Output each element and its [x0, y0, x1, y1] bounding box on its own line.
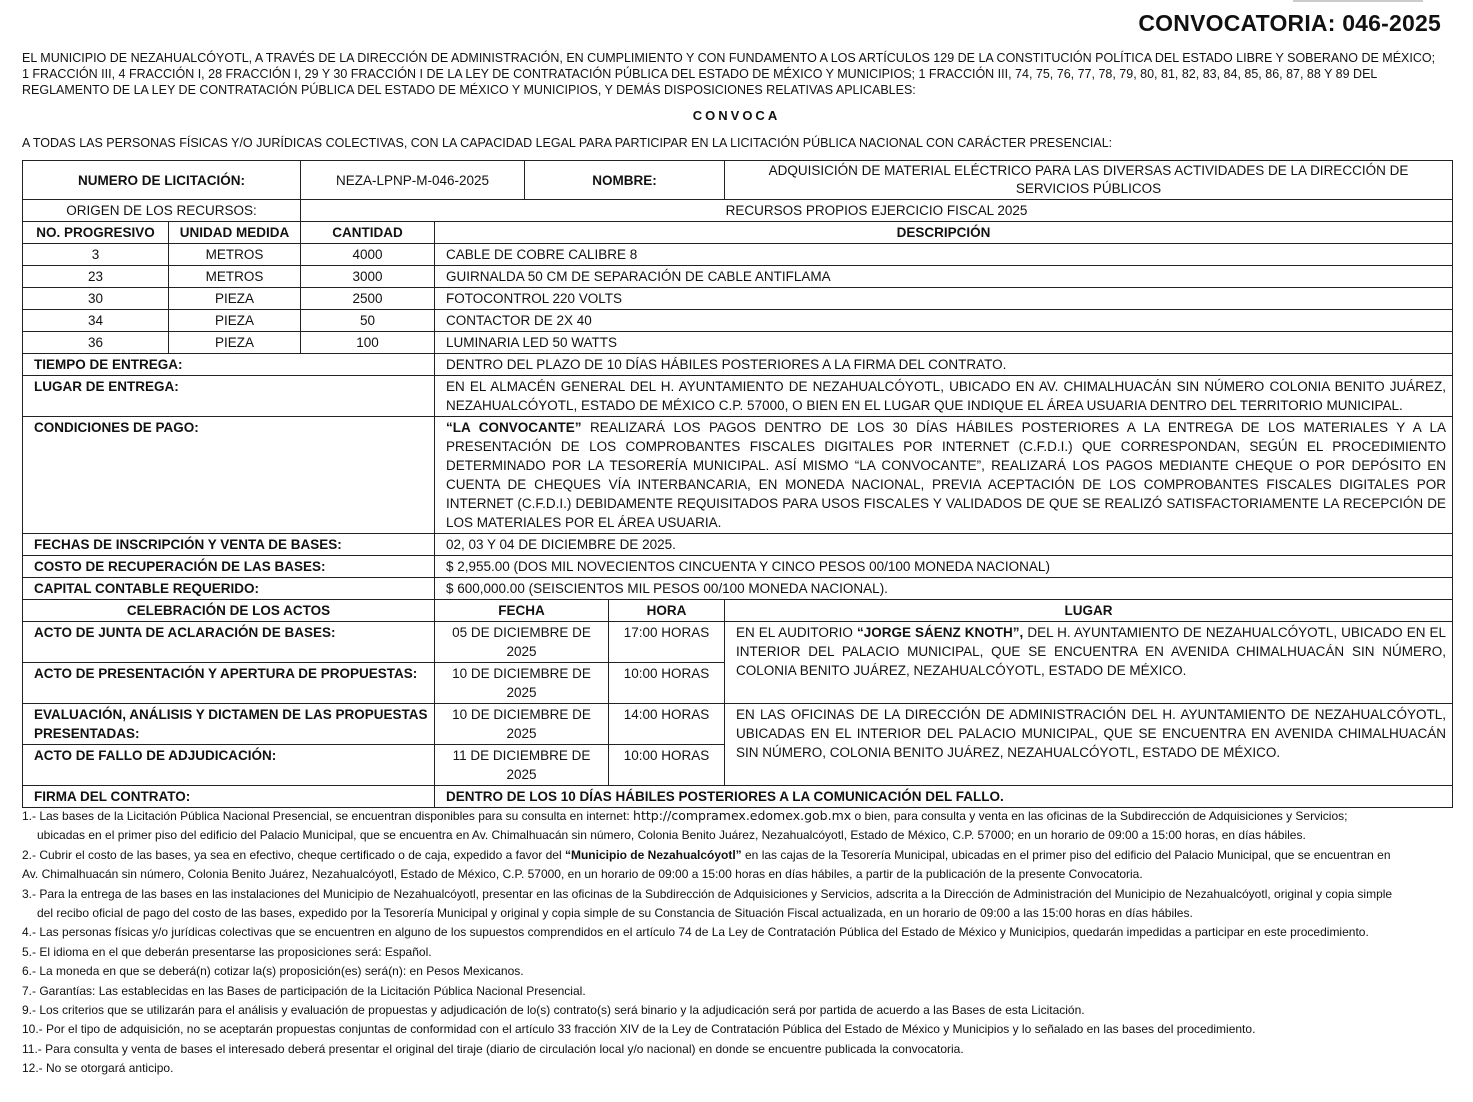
- header-lugar: LUGAR: [725, 600, 1453, 622]
- header-progresivo: NO. PROGRESIVO: [23, 222, 169, 244]
- delivery-place-value: EN EL ALMACÉN GENERAL DEL H. AYUNTAMIENTO DE NEZAHUALCÓYOTL, UBICADO EN AV. CHIMALHUACÁN SIN NÚMERO COLONIA BENITO JUÁREZ, NEZAHUALCÓYOTL, ESTADO DE MÉXICO C.P. 57000, O BIEN EN EL LUGAR QUE INDIQUE EL ÁREA USUARIA DENTRO DEL TERRITORIO MUNICIPAL.: [435, 376, 1453, 417]
- note-3: 3.- Para la entrega de las bases en las instalaciones del Municipio de Nezahualcóyotl, presentar en las oficinas de la Subdirección de Adquisiciones y Servicios, adscrita a la Dirección de Administración del Municipio de Nezahualcóyotl, original y copia simple: [22, 886, 1393, 901]
- capital-label: CAPITAL CONTABLE REQUERIDO:: [23, 578, 435, 600]
- item-descripcion: FOTOCONTROL 220 VOLTS: [435, 288, 1453, 310]
- header-fecha: FECHA: [435, 600, 609, 622]
- contract-signing-row: [23, 786, 1453, 808]
- item-cantidad: 50: [301, 310, 435, 332]
- contract-signing-label: FIRMA DEL CONTRATO:: [23, 786, 435, 808]
- item-cantidad: 4000: [301, 244, 435, 266]
- compramex-link[interactable]: http://compramex.edomex.gob.mx: [633, 808, 852, 823]
- contract-signing-value: DENTRO DE LOS 10 DÍAS HÁBILES POSTERIORES A LA COMUNICACIÓN DEL FALLO.: [435, 786, 1453, 808]
- note-6: 6.- La moneda en que se deberá(n) cotizar la(s) proposición(es) será(n): en Pesos Mexicanos.: [22, 964, 524, 979]
- note-4: 4.- Las personas físicas y/o jurídicas colectivas que se encuentren en alguno de los supuestos comprendidos en el artículo 74 de La Ley de Contratación Pública del Estado de México y Municipios, quedarán impedidas a participar en este procedimiento.: [22, 925, 1369, 940]
- top-edge-line: [1293, 0, 1423, 2]
- item-unidad: PIEZA: [169, 332, 301, 354]
- payment-row: [23, 417, 1453, 534]
- event-time: 17:00 HORAS: [609, 622, 725, 663]
- capital-row: [23, 578, 1453, 600]
- header-celebracion: CELEBRACIÓN DE LOS ACTOS: [23, 600, 435, 622]
- event-time: 10:00 HORAS: [609, 745, 725, 786]
- note-1-cont: ubicadas en el primer piso del edificio del Palacio Municipal, que se encuentra en Av. Chimalhuacán sin número, Colonia Benito Juárez, Nezahualcóyotl, Estado de México, C.P. 57000; en un horario de 09:00 a 15:00 horas, en días hábiles.: [37, 828, 1306, 843]
- event-place-oficinas: EN LAS OFICINAS DE LA DIRECCIÓN DE ADMINISTRACIÓN DEL H. AYUNTAMIENTO DE NEZAHUALCÓYOTL, UBICADAS EN EL INTERIOR DEL PALACIO MUNICIPAL, QUE SE ENCUENTRA EN AVENIDA CHIMALHUACÁN SIN NÚMERO, COLONIA BENITO JUÁREZ, NEZAHUALCÓYOTL, ESTADO DE MÉXICO.: [725, 704, 1453, 786]
- event-date: 10 DE DICIEMBRE DE 2025: [435, 663, 609, 704]
- note-5: 5.- El idioma en el que deberán presentarse las proposiciones será: Español.: [22, 944, 432, 959]
- payment-text: REALIZARÁ LOS PAGOS DENTRO DE LOS 30 DÍAS HÁBILES POSTERIORES A LA ENTREGA DE LOS MATERIALES Y A LA PRESENTACIÓN DE LOS COMPROBANTES FISCALES DIGITALES POR INTERNET (C.F.D.I.) QUE CORRESPONDAN, SEGÚN EL PROCEDIMIENTO DETERMINADO POR LA TESORERÍA MUNICIPAL. ASÍ MISMO “LA CONVOCANTE”, REALIZARÁ LOS PAGOS MEDIANTE CHEQUE O POR DEPÓSITO EN CUENTA DE CHEQUES VÍA INTERBANCARIA, EN MONEDA NACIONAL, PREVIA ACEPTACIÓN DE LOS COMPROBANTES FISCALES DIGITALES POR INTERNET (C.F.D.I.) DEBIDAMENTE REQUISITADOS PARA USOS FISCALES Y VALIDADOS DE QUE SE REALIZÓ SATISFACTORIAMENTE LA RECEPCIÓN DE LOS MATERIALES POR EL ÁREA USUARIA.: [446, 420, 1447, 530]
- event-name: ACTO DE JUNTA DE ACLARACIÓN DE BASES:: [23, 622, 435, 663]
- tender-table: [22, 160, 1453, 808]
- item-descripcion: CONTACTOR DE 2X 40: [435, 310, 1453, 332]
- header-unidad: UNIDAD MEDIDA: [169, 222, 301, 244]
- item-progresivo: 36: [23, 332, 169, 354]
- table-row: [23, 332, 1453, 354]
- item-descripcion: LUMINARIA LED 50 WATTS: [435, 332, 1453, 354]
- intro-paragraph: EL MUNICIPIO DE NEZAHUALCÓYOTL, A TRAVÉS DE LA DIRECCIÓN DE ADMINISTRACIÓN, EN CUMPLIMIENTO Y CON FUNDAMENTO A LOS ARTÍCULOS 129 DE LA CONSTITUCIÓN POLÍTICA DEL ESTADO LIBRE Y SOBERANO DE MÉXICO; 1 FRACCIÓN III, 4 FRACCIÓN I, 28 FRACCIÓN I, 29 Y 30 FRACCIÓN I DE LA LEY DE CONTRATACIÓN PÚBLICA DEL ESTADO DE MÉXICO Y MUNICIPIOS; 1 FRACCIÓN III, 74, 75, 76, 77, 78, 79, 80, 81, 82, 83, 84, 85, 86, 87, 88 Y 89 DEL REGLAMENTO DE LA LEY DE CONTRATACIÓN PÚBLICA DEL ESTADO DE MÉXICO Y MUNICIPIOS, Y DEMÁS DISPOSICIONES RELATIVAS APLICABLES:: [22, 51, 1436, 97]
- resource-origin-value: RECURSOS PROPIOS EJERCICIO FISCAL 2025: [301, 200, 1453, 222]
- payment-label: CONDICIONES DE PAGO:: [23, 417, 435, 534]
- bases-cost-value: $ 2,955.00 (DOS MIL NOVECIENTOS CINCUENTA Y CINCO PESOS 00/100 MONEDA NACIONAL): [435, 556, 1453, 578]
- table-row: [23, 310, 1453, 332]
- registration-dates-value: 02, 03 Y 04 DE DICIEMBRE DE 2025.: [435, 534, 1453, 556]
- header-cantidad: CANTIDAD: [301, 222, 435, 244]
- payment-value: [435, 417, 1453, 534]
- event-date: 05 DE DICIEMBRE DE 2025: [435, 622, 609, 663]
- delivery-place-label: LUGAR DE ENTREGA:: [23, 376, 435, 417]
- note-1-text: 1.- Las bases de la Licitación Pública Nacional Presencial, se encuentran disponibles para su consulta en internet:: [22, 809, 634, 823]
- capital-value: $ 600,000.00 (SEISCIENTOS MIL PESOS 00/100 MONEDA NACIONAL).: [435, 578, 1453, 600]
- note-1: [22, 806, 1442, 826]
- tender-name-value: ADQUISICIÓN DE MATERIAL ELÉCTRICO PARA LAS DIVERSAS ACTIVIDADES DE LA DIRECCIÓN DE SERVICIOS PÚBLICOS: [725, 161, 1453, 200]
- item-cantidad: 2500: [301, 288, 435, 310]
- bases-cost-row: [23, 556, 1453, 578]
- event-name: ACTO DE PRESENTACIÓN Y APERTURA DE PROPUESTAS:: [23, 663, 435, 704]
- note-12: 12.- No se otorgará anticipo.: [22, 1061, 174, 1076]
- table-row: [23, 244, 1453, 266]
- note-3-cont: del recibo oficial de pago del costo de las bases, expedido por la Tesorería Municipal y original y copia simple de su Constancia de Situación Fiscal actualizada, en un horario de 09:00 a las 15:00 horas en días hábiles.: [37, 906, 1193, 921]
- event-place-auditorio-name: “JORGE SÁENZ KNOTH”,: [856, 625, 1024, 640]
- event-place-pre: EN EL AUDITORIO: [736, 625, 857, 640]
- event-date: 10 DE DICIEMBRE DE 2025: [435, 704, 609, 745]
- payment-convocante: “LA CONVOCANTE”: [446, 420, 582, 435]
- item-unidad: PIEZA: [169, 310, 301, 332]
- addressee-line: A TODAS LAS PERSONAS FÍSICAS Y/O JURÍDICAS COLECTIVAS, CON LA CAPACIDAD LEGAL PARA PARTICIPAR EN LA LICITACIÓN PÚBLICA NACIONAL CON CARÁCTER PRESENCIAL:: [22, 136, 1113, 150]
- event-time: 10:00 HORAS: [609, 663, 725, 704]
- header-hora: HORA: [609, 600, 725, 622]
- tender-name-label: NOMBRE:: [525, 161, 725, 200]
- note-2: [22, 846, 1442, 865]
- registration-dates-label: FECHAS DE INSCRIPCIÓN Y VENTA DE BASES:: [23, 534, 435, 556]
- item-descripcion: CABLE DE COBRE CALIBRE 8: [435, 244, 1453, 266]
- note-2-text-b: en las cajas de la Tesorería Municipal, ubicadas en el primer piso del edificio del Palacio Municipal, que se encuentran en: [741, 847, 1391, 862]
- convoca-heading: CONVOCA: [692, 108, 781, 123]
- bases-cost-label: COSTO DE RECUPERACIÓN DE LAS BASES:: [23, 556, 435, 578]
- tender-number-value: NEZA-LPNP-M-046-2025: [301, 161, 525, 200]
- table-row: [23, 266, 1453, 288]
- note-2-municipio: “Municipio de Nezahualcóyotl”: [564, 847, 742, 862]
- event-time: 14:00 HORAS: [609, 704, 725, 745]
- header-descripcion: DESCRIPCIÓN: [435, 222, 1453, 244]
- tender-number-label: NUMERO DE LICITACIÓN:: [23, 161, 301, 200]
- notes-list: [22, 806, 1442, 1079]
- item-cantidad: 100: [301, 332, 435, 354]
- note-10: 10.- Por el tipo de adquisición, no se aceptarán propuestas conjuntas de conformidad con el artículo 33 fracción XIV de la Ley de Contratación Pública del Estado de México y Municipios y lo señalado en las bases del procedimiento.: [22, 1022, 1256, 1037]
- note-11: 11.- Para consulta y venta de bases el interesado deberá presentar el original del tiraje (diario de circulación local y/o nacional) en donde se encuentre publicada la convocatoria.: [22, 1041, 964, 1056]
- item-progresivo: 3: [23, 244, 169, 266]
- resource-origin-label: ORIGEN DE LOS RECURSOS:: [23, 200, 301, 222]
- registration-dates-row: [23, 534, 1453, 556]
- delivery-time-row: [23, 354, 1453, 376]
- items-header-row: [23, 222, 1453, 244]
- event-row: [23, 622, 1453, 663]
- event-place-post: DEL H. AYUNTAMIENTO DE NEZAHUALCÓYOTL, UBICADO EN EL INTERIOR DEL PALACIO MUNICIPAL, QUE SE ENCUENTRA EN AVENIDA CHIMALHUACÁN SIN NÚMERO, COLONIA BENITO JUÁREZ, NEZAHUALCÓYOTL, ESTADO DE MÉXICO.: [736, 625, 1447, 678]
- delivery-time-label: TIEMPO DE ENTREGA:: [23, 354, 435, 376]
- page-title: CONVOCATORIA: 046-2025: [1138, 10, 1441, 36]
- event-row: [23, 704, 1453, 745]
- event-name: ACTO DE FALLO DE ADJUDICACIÓN:: [23, 745, 435, 786]
- event-date: 11 DE DICIEMBRE DE 2025: [435, 745, 609, 786]
- tender-number-row: [23, 161, 1453, 200]
- note-1-text-b: o bien, para consulta y venta en las oficinas de la Subdirección de Adquisiciones y Servicios;: [851, 809, 1348, 823]
- note-7: 7.- Garantías: Las establecidas en las Bases de participación de la Licitación Pública Nacional Presencial.: [22, 983, 586, 998]
- resource-origin-row: [23, 200, 1453, 222]
- event-place-auditorio: [725, 622, 1453, 704]
- item-descripcion: GUIRNALDA 50 CM DE SEPARACIÓN DE CABLE ANTIFLAMA: [435, 266, 1453, 288]
- delivery-time-value: DENTRO DEL PLAZO DE 10 DÍAS HÁBILES POSTERIORES A LA FIRMA DEL CONTRATO.: [435, 354, 1453, 376]
- note-2-text: 2.- Cubrir el costo de las bases, ya sea en efectivo, cheque certificado o de caja, expedido a favor del: [22, 847, 565, 862]
- item-unidad: PIEZA: [169, 288, 301, 310]
- item-unidad: METROS: [169, 244, 301, 266]
- delivery-place-row: [23, 376, 1453, 417]
- event-name: EVALUACIÓN, ANÁLISIS Y DICTAMEN DE LAS PROPUESTAS PRESENTADAS:: [23, 704, 435, 745]
- note-2-cont: Av. Chimalhuacán sin número, Colonia Benito Juárez, Nezahualcóyotl, Estado de México, C.P. 57000, en un horario de 09:00 a 15:00 horas en días hábiles, a partir de la publicación de la presente Convocatoria.: [22, 867, 1143, 882]
- note-9: 9.- Los criterios que se utilizarán para el análisis y evaluación de propuestas y adjudicación de lo(s) contrato(s) será binario y la adjudicación será por partida de acuerdo a las Bases de esta Licitación.: [22, 1003, 1085, 1018]
- table-row: [23, 288, 1453, 310]
- events-header-row: [23, 600, 1453, 622]
- item-progresivo: 23: [23, 266, 169, 288]
- item-progresivo: 34: [23, 310, 169, 332]
- item-progresivo: 30: [23, 288, 169, 310]
- item-unidad: METROS: [169, 266, 301, 288]
- item-cantidad: 3000: [301, 266, 435, 288]
